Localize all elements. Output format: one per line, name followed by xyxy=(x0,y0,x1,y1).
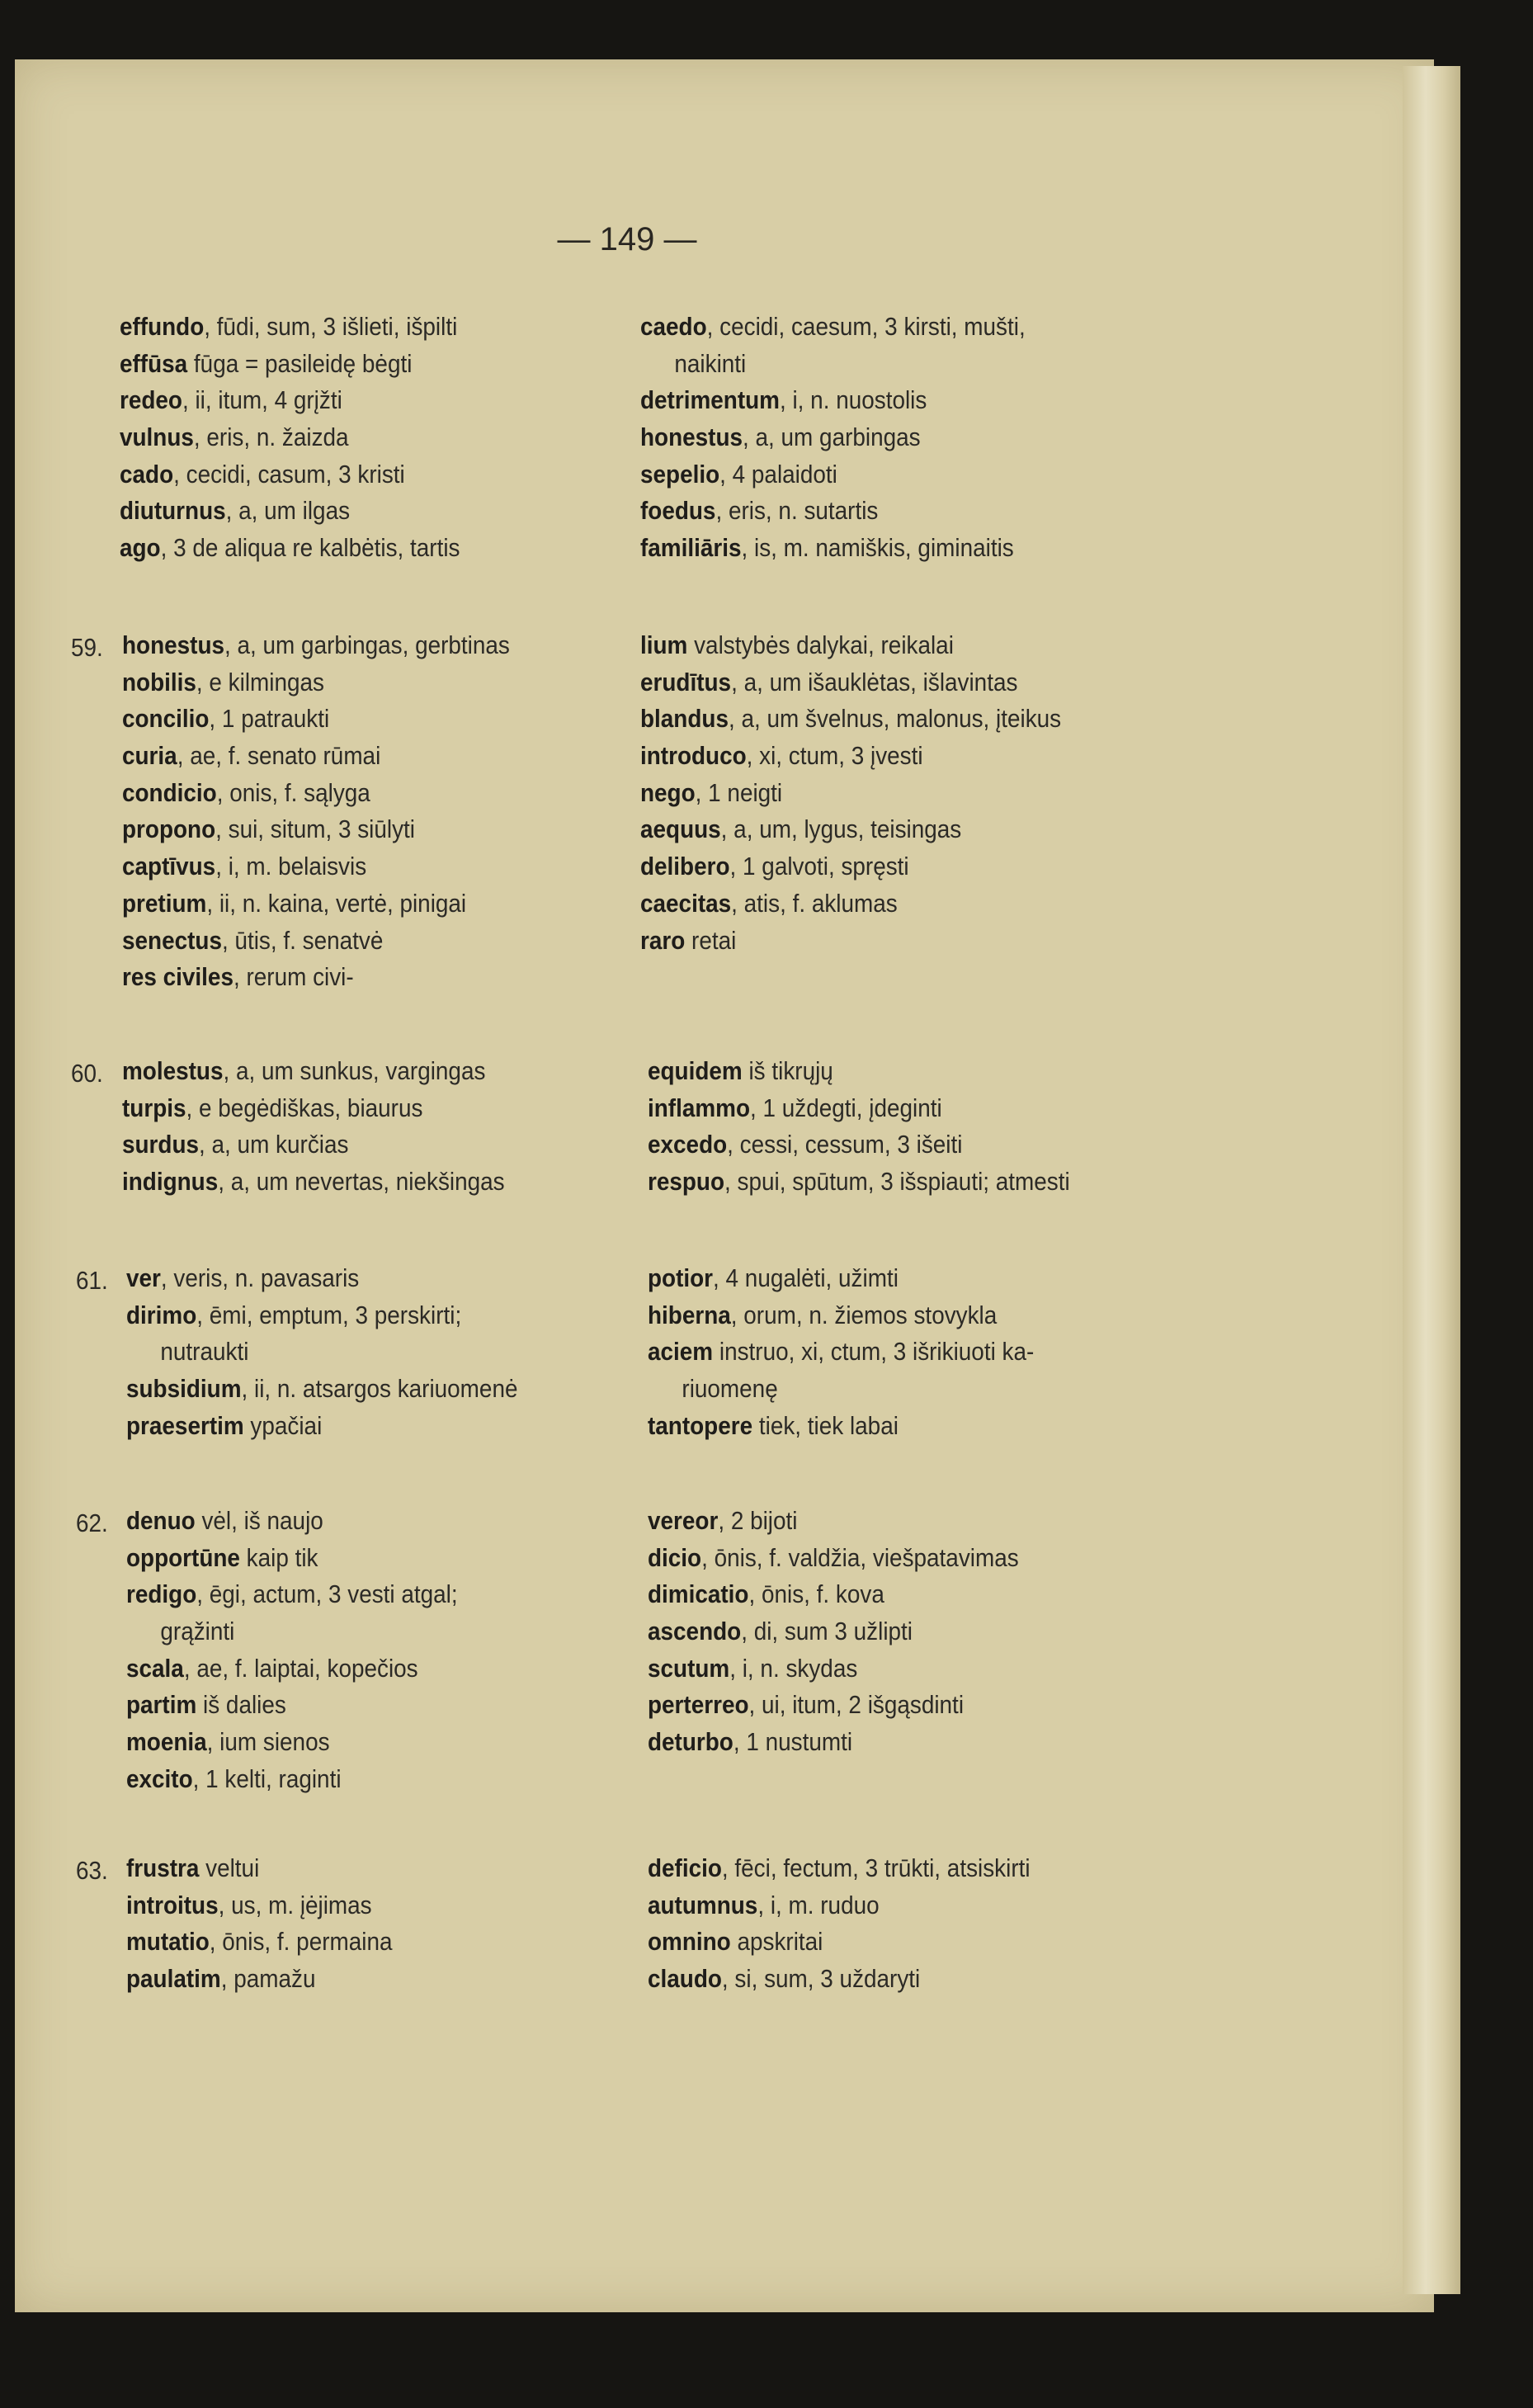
latin-headword: redeo xyxy=(120,385,182,415)
translation: , di, sum 3 užlipti xyxy=(741,1617,913,1646)
latin-headword: lium xyxy=(640,630,688,659)
translation: , a, um, lygus, teisingas xyxy=(720,814,962,844)
translation: apskritai xyxy=(730,1927,823,1957)
vocabulary-entry xyxy=(126,1687,458,1724)
vocabulary-entry xyxy=(640,738,1061,775)
vocabulary-entry xyxy=(648,1961,1031,1998)
latin-headword: moenia xyxy=(126,1727,207,1757)
vocabulary-entry xyxy=(126,1297,517,1334)
vocabulary-entry xyxy=(126,1850,393,1887)
latin-headword: introitus xyxy=(126,1890,219,1919)
latin-headword: curia xyxy=(122,741,177,771)
translation: , onis, f. sąlyga xyxy=(216,777,370,807)
translation: , ōnis, f. valdžia, viešpatavimas xyxy=(701,1542,1019,1572)
translation: , ui, itum, 2 išgąsdinti xyxy=(748,1690,965,1720)
translation: , rerum civi- xyxy=(233,962,354,992)
vocabulary-entry xyxy=(126,1503,458,1540)
translation: , a, um švelnus, malonus, įteikus xyxy=(728,704,1062,734)
right-column xyxy=(640,627,1108,959)
translation: , i, m. ruduo xyxy=(757,1890,880,1919)
translation: , cecidi, caesum, 3 kirsti, mušti, xyxy=(706,312,1026,341)
vocabulary-entry xyxy=(122,738,510,775)
latin-headword: redigo xyxy=(126,1579,197,1609)
translation: fūga = pasileidę bėgti xyxy=(187,348,413,378)
translation: , us, m. įėjimas xyxy=(218,1890,372,1919)
latin-headword: condicio xyxy=(122,777,217,807)
translation: , atis, f. aklumas xyxy=(731,888,898,918)
translation: , a, um ilgas xyxy=(225,496,351,526)
translation: , ōnis, f. permaina xyxy=(209,1927,393,1957)
vocabulary-entry xyxy=(120,309,460,346)
right-column xyxy=(648,1053,1117,1201)
left-column xyxy=(120,309,498,567)
vocabulary-entry xyxy=(648,1650,1019,1688)
translation: , 1 neigti xyxy=(695,777,783,807)
latin-headword: erudītus xyxy=(640,667,732,696)
vocabulary-entry xyxy=(640,627,1061,664)
vocabulary-entry xyxy=(126,1724,458,1761)
vocabulary-entry xyxy=(640,419,1026,456)
page-edge xyxy=(1403,66,1460,2294)
vocabulary-entry xyxy=(640,382,1026,419)
latin-headword: inflammo xyxy=(648,1093,751,1122)
latin-headword: vereor xyxy=(648,1506,719,1535)
vocabulary-entry xyxy=(122,1164,505,1201)
translation: , eris, n. sutartis xyxy=(715,496,879,526)
translation: , veris, n. pavasaris xyxy=(160,1263,360,1292)
vocabulary-entry xyxy=(648,1334,1034,1371)
vocabulary-entry xyxy=(120,419,460,456)
latin-headword: introduco xyxy=(640,741,747,771)
translation: , a, um garbingas, gerbtinas xyxy=(224,630,510,659)
vocabulary-entry xyxy=(648,1540,1019,1577)
latin-headword: praesertim xyxy=(126,1410,244,1440)
latin-headword: excedo xyxy=(648,1130,728,1159)
translation: , ae, f. laiptai, kopečios xyxy=(183,1653,418,1683)
latin-headword: caecitas xyxy=(640,888,732,918)
latin-headword: indignus xyxy=(122,1167,219,1197)
vocabulary-entry xyxy=(122,923,510,960)
translation: , 1 kelti, raginti xyxy=(192,1764,342,1793)
latin-headword: cado xyxy=(120,459,174,489)
translation: , ii, itum, 4 grįžti xyxy=(182,385,342,415)
vocabulary-entry xyxy=(640,923,1061,960)
latin-headword: pretium xyxy=(122,888,207,918)
translation: , eris, n. žaizda xyxy=(193,423,349,452)
vocabulary-entry xyxy=(122,848,510,885)
translation: , xi, ctum, 3 įvesti xyxy=(746,741,923,771)
section-number: 62. xyxy=(76,1509,108,1537)
vocabulary-entry xyxy=(122,1090,505,1127)
latin-headword: effundo xyxy=(120,312,205,341)
translation: , pamažu xyxy=(220,1964,316,1994)
vocabulary-entry xyxy=(648,1164,1070,1201)
latin-headword: dirimo xyxy=(126,1300,197,1329)
translation: , ōnis, f. kova xyxy=(748,1579,884,1609)
translation: , is, m. namiškis, giminaitis xyxy=(741,533,1014,563)
translation: , orum, n. žiemos stovykla xyxy=(730,1300,998,1329)
latin-headword: honestus xyxy=(640,423,743,452)
translation: retai xyxy=(685,925,737,955)
latin-headword: ago xyxy=(120,533,161,563)
left-column xyxy=(126,1260,561,1444)
vocabulary-entry xyxy=(640,664,1061,701)
left-column xyxy=(126,1503,494,1798)
translation: iš tikrųjų xyxy=(742,1056,833,1085)
translation: , 3 de aliqua re kalbėtis, tartis xyxy=(160,533,460,563)
translation: , 2 bijoti xyxy=(718,1506,798,1535)
latin-headword: respuo xyxy=(648,1167,725,1197)
translation: , i, n. nuostolis xyxy=(779,385,927,415)
vocabulary-entry xyxy=(126,1924,393,1961)
vocabulary-entry xyxy=(126,1613,458,1650)
vocabulary-entry xyxy=(122,885,510,923)
vocabulary-entry xyxy=(122,701,510,738)
vocabulary-entry xyxy=(648,1850,1031,1887)
latin-headword: detrimentum xyxy=(640,385,780,415)
vocabulary-entry xyxy=(126,1761,458,1798)
section-number: 60. xyxy=(71,1059,103,1088)
vocabulary-entry xyxy=(648,1408,1034,1445)
translation: kaip tik xyxy=(239,1542,318,1572)
vocabulary-entry xyxy=(122,627,510,664)
translation: , ium sienos xyxy=(206,1727,330,1757)
latin-headword: excito xyxy=(126,1764,193,1793)
translation: , 4 nugalėti, užimti xyxy=(713,1263,899,1292)
section-number: 59. xyxy=(71,633,103,662)
right-column xyxy=(648,1503,1060,1761)
latin-headword: blandus xyxy=(640,704,729,734)
latin-headword: scutum xyxy=(648,1653,730,1683)
translation: instruo, xi, ctum, 3 išrikiuoti ka- xyxy=(713,1337,1035,1367)
latin-headword: raro xyxy=(640,925,686,955)
vocabulary-entry xyxy=(640,309,1026,346)
vocabulary-entry xyxy=(640,456,1026,493)
latin-headword: hiberna xyxy=(648,1300,731,1329)
latin-headword: partim xyxy=(126,1690,197,1720)
vocabulary-entry xyxy=(640,811,1061,848)
latin-headword: aciem xyxy=(648,1337,714,1367)
vocabulary-entry xyxy=(648,1613,1019,1650)
latin-headword: effūsa xyxy=(120,348,188,378)
latin-headword: equidem xyxy=(648,1056,743,1085)
latin-headword: surdus xyxy=(122,1130,200,1159)
vocabulary-entry xyxy=(640,885,1061,923)
translation: , i, m. belaisvis xyxy=(215,852,367,881)
translation: valstybės dalykai, reikalai xyxy=(687,630,954,659)
vocabulary-entry xyxy=(126,1260,517,1297)
latin-headword: aequus xyxy=(640,814,721,844)
translation: , a, um išauklėtas, išlavintas xyxy=(731,667,1018,696)
latin-headword: turpis xyxy=(122,1093,186,1122)
left-column xyxy=(122,1053,547,1201)
latin-headword: scala xyxy=(126,1653,184,1683)
vocabulary-entry xyxy=(122,1126,505,1164)
vocabulary-entry xyxy=(648,1687,1019,1724)
latin-headword: caedo xyxy=(640,312,707,341)
latin-headword: mutatio xyxy=(126,1927,210,1957)
translation: , cecidi, casum, 3 kristi xyxy=(173,459,405,489)
right-column xyxy=(648,1850,1073,1998)
translation: , cessi, cessum, 3 išeiti xyxy=(727,1130,963,1159)
latin-headword: paulatim xyxy=(126,1964,221,1994)
latin-headword: ascendo xyxy=(648,1617,742,1646)
vocabulary-entry xyxy=(640,701,1061,738)
translation: , 4 palaidoti xyxy=(719,459,837,489)
translation: , ii, n. kaina, vertė, pinigai xyxy=(206,888,467,918)
latin-headword: molestus xyxy=(122,1056,224,1085)
vocabulary-entry xyxy=(648,1887,1031,1924)
translation: , a, um nevertas, niekšingas xyxy=(218,1167,505,1197)
vocabulary-entry xyxy=(648,1924,1031,1961)
left-column xyxy=(126,1850,422,1998)
vocabulary-entry xyxy=(120,382,460,419)
vocabulary-entry xyxy=(648,1724,1019,1761)
latin-headword: diuturnus xyxy=(120,496,226,526)
translation: , a, um garbingas xyxy=(743,423,921,452)
vocabulary-entry xyxy=(122,959,510,996)
vocabulary-entry xyxy=(122,1053,505,1090)
latin-headword: potior xyxy=(648,1263,714,1292)
latin-headword: opportūne xyxy=(126,1542,240,1572)
translation: ypačiai xyxy=(243,1410,323,1440)
translation: , 1 patraukti xyxy=(209,704,330,734)
vocabulary-entry xyxy=(126,1650,458,1688)
vocabulary-entry xyxy=(120,456,460,493)
section-number: 63. xyxy=(76,1856,108,1885)
vocabulary-entry xyxy=(648,1576,1019,1613)
latin-headword: vulnus xyxy=(120,423,194,452)
vocabulary-entry xyxy=(640,530,1026,567)
vocabulary-entry xyxy=(126,1576,458,1613)
latin-headword: autumnus xyxy=(648,1890,758,1919)
translation: , fūdi, sum, 3 išlieti, išpilti xyxy=(204,312,458,341)
vocabulary-entry xyxy=(120,530,460,567)
translation: , 1 galvoti, spręsti xyxy=(729,852,909,881)
latin-headword: dimicatio xyxy=(648,1579,749,1609)
vocabulary-entry xyxy=(640,848,1061,885)
translation: , sui, situm, 3 siūlyti xyxy=(215,814,415,844)
translation: veltui xyxy=(199,1853,260,1882)
latin-headword: familiāris xyxy=(640,533,742,563)
vocabulary-entry xyxy=(648,1503,1019,1540)
vocabulary-entry xyxy=(126,1371,517,1408)
latin-headword: concilio xyxy=(122,704,210,734)
translation: naikinti xyxy=(674,348,747,378)
latin-headword: captīvus xyxy=(122,852,216,881)
latin-headword: delibero xyxy=(640,852,730,881)
latin-headword: deturbo xyxy=(648,1727,733,1757)
translation: , ii, n. atsargos kariuomenė xyxy=(241,1374,518,1404)
vocabulary-entry xyxy=(640,775,1061,812)
vocabulary-entry xyxy=(126,1961,393,1998)
translation: , ēgi, actum, 3 vesti atgal; xyxy=(196,1579,458,1609)
translation: iš dalies xyxy=(196,1690,286,1720)
translation: , e kilmingas xyxy=(196,667,324,696)
vocabulary-entry xyxy=(126,1334,517,1371)
latin-headword: subsidium xyxy=(126,1374,242,1404)
vocabulary-entry xyxy=(648,1090,1070,1127)
latin-headword: frustra xyxy=(126,1853,200,1882)
translation: , e begėdiškas, biaurus xyxy=(186,1093,423,1122)
vocabulary-entry xyxy=(122,775,510,812)
latin-headword: perterreo xyxy=(648,1690,749,1720)
latin-headword: sepelio xyxy=(640,459,720,489)
translation: , i, n. skydas xyxy=(729,1653,858,1683)
latin-headword: omnino xyxy=(648,1927,731,1957)
vocabulary-entry xyxy=(126,1408,517,1445)
translation: riuomenę xyxy=(682,1374,778,1404)
left-column xyxy=(122,627,553,996)
latin-headword: tantopere xyxy=(648,1410,753,1440)
latin-headword: ver xyxy=(126,1263,161,1292)
right-column xyxy=(640,309,1068,567)
translation: , 1 nustumti xyxy=(733,1727,853,1757)
translation: , ēmi, emptum, 3 perskirti; xyxy=(196,1300,462,1329)
vocabulary-entry xyxy=(648,1371,1034,1408)
latin-headword: denuo xyxy=(126,1506,196,1535)
latin-headword: deficio xyxy=(648,1853,722,1882)
vocabulary-entry xyxy=(648,1260,1034,1297)
vocabulary-entry xyxy=(122,811,510,848)
vocabulary-entry xyxy=(640,493,1026,530)
translation: , a, um sunkus, vargingas xyxy=(223,1056,486,1085)
translation: , a, um kurčias xyxy=(199,1130,349,1159)
translation: , fēci, fectum, 3 trūkti, atsiskirti xyxy=(721,1853,1031,1882)
latin-headword: dicio xyxy=(648,1542,702,1572)
right-column xyxy=(648,1260,1077,1444)
vocabulary-entry xyxy=(122,664,510,701)
latin-headword: senectus xyxy=(122,925,222,955)
vocabulary-entry xyxy=(648,1053,1070,1090)
vocabulary-entry xyxy=(648,1297,1034,1334)
page-number: — 149 — xyxy=(557,221,697,257)
latin-headword: propono xyxy=(122,814,216,844)
latin-headword: claudo xyxy=(648,1964,722,1994)
translation: , ae, f. senato rūmai xyxy=(177,741,381,771)
vocabulary-entry xyxy=(126,1540,458,1577)
latin-headword: honestus xyxy=(122,630,225,659)
vocabulary-entry xyxy=(120,493,460,530)
section-number: 61. xyxy=(76,1266,108,1295)
translation: , si, sum, 3 uždaryti xyxy=(721,1964,921,1994)
translation: , ūtis, f. senatvė xyxy=(221,925,384,955)
translation: grąžinti xyxy=(160,1617,235,1646)
vocabulary-entry xyxy=(126,1887,393,1924)
latin-headword: foedus xyxy=(640,496,716,526)
latin-headword: nego xyxy=(640,777,696,807)
translation: tiek, tiek labai xyxy=(752,1410,899,1440)
translation: vėl, iš naujo xyxy=(195,1506,323,1535)
translation: , spui, spūtum, 3 išspiauti; atmesti xyxy=(724,1167,1070,1197)
latin-headword: nobilis xyxy=(122,667,196,696)
vocabulary-entry xyxy=(120,346,460,383)
latin-headword: res civiles xyxy=(122,962,233,992)
vocabulary-entry xyxy=(648,1126,1070,1164)
vocabulary-entry xyxy=(640,346,1026,383)
translation: nutraukti xyxy=(160,1337,249,1367)
translation: , 1 uždegti, įdeginti xyxy=(750,1093,942,1122)
